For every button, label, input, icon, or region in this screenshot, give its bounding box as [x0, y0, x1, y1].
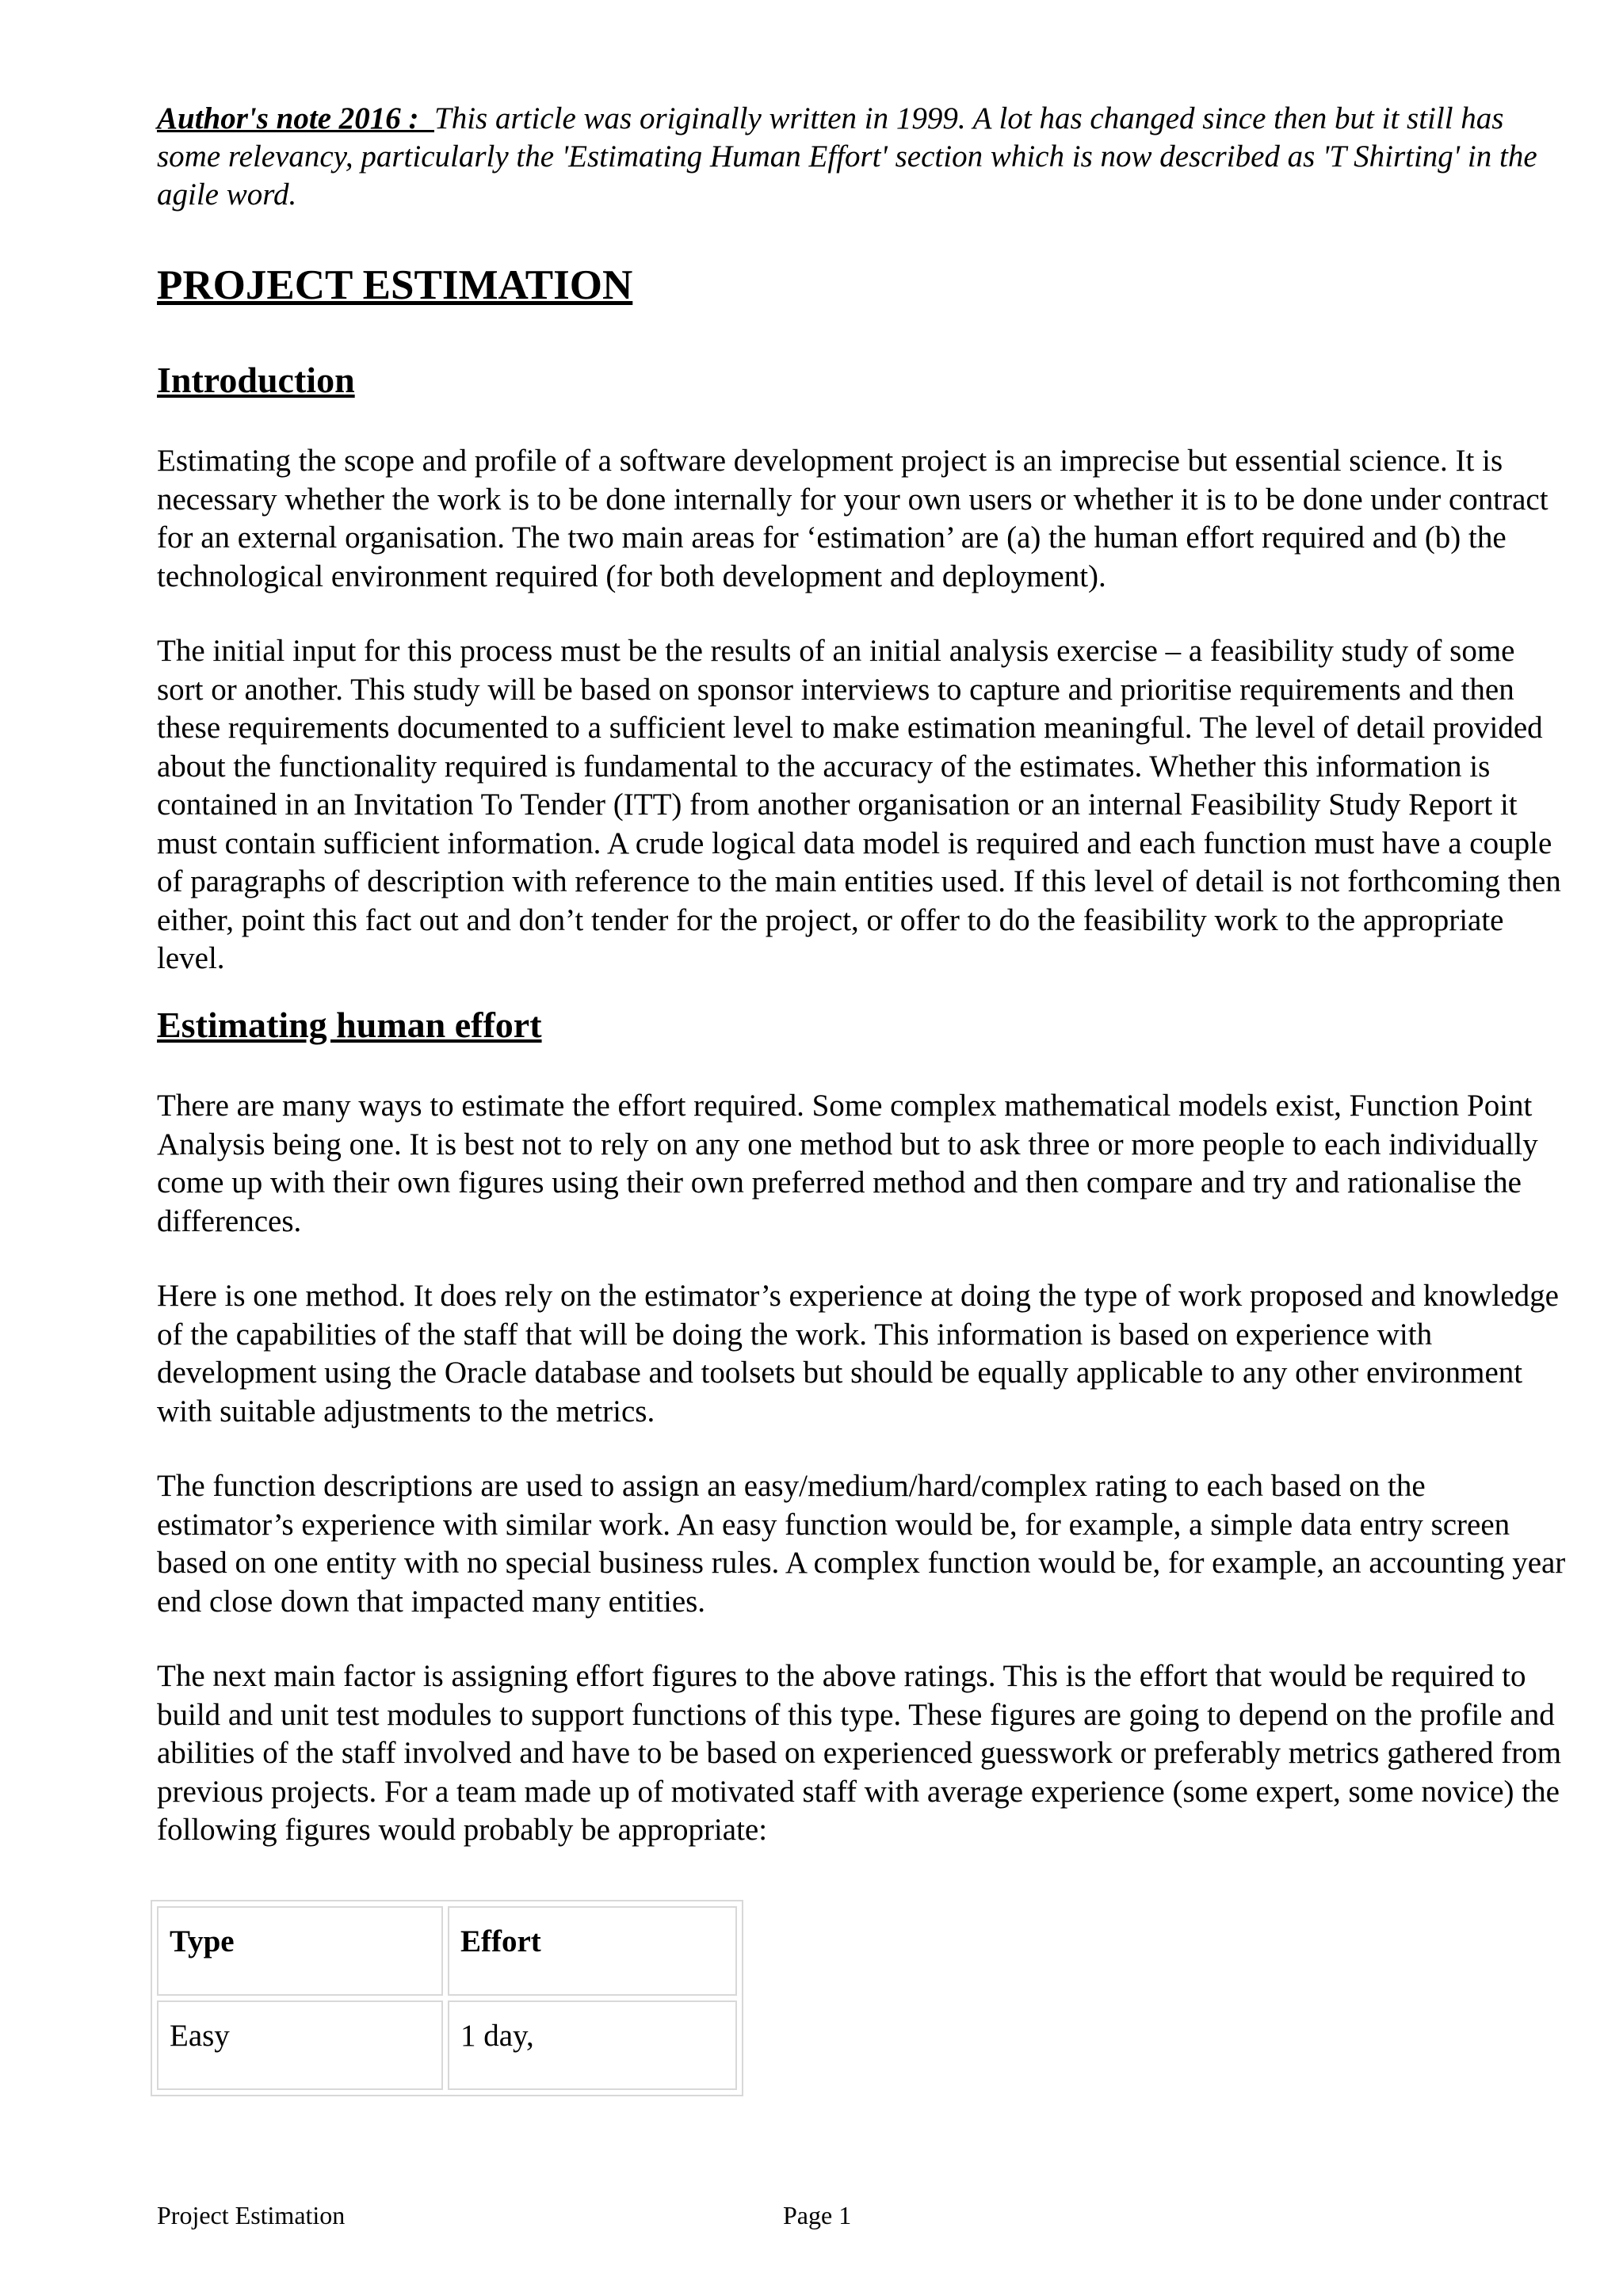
document-title: PROJECT ESTIMATION: [157, 262, 633, 308]
table-header-type: Type: [157, 1906, 443, 1996]
effort-paragraph-2: Here is one method. It does rely on the estimator’s experience at doing the type of work proposed and knowledge of the capabilities of the staff that will be doing the work. This information is based on experience with development using the Oracle database and toolsets but should be equally applicable to any other environment with suitable adjustments to the metrics.: [157, 1279, 1559, 1428]
table-row: [157, 2000, 737, 2090]
intro-paragraph-2: The initial input for this process must be the results of an initial analysis exercise – a feasibility study of some sort or another. This study will be based on sponsor interviews to capture and prioritise requirements and then these requirements documented to a sufficient level to make estimation meaningful. The level of detail provided about the functionality required is fundamental to the accuracy of the estimates. Whether this information is contained in an Invitation To Tender (ITT) from another organisation or an internal Feasibility Study Report it must contain sufficient information. A crude logical data model is required and each function must have a couple of paragraphs of description with reference to the main entities used. If this level of detail is not forthcoming then either, point this fact out and don’t tender for the project, or offer to do the feasibility work to the appropriate level.: [157, 634, 1561, 975]
table-cell-type: Easy: [157, 2000, 443, 2090]
footer-title: Project Estimation: [157, 2201, 346, 2229]
section-heading-introduction: Introduction: [157, 360, 355, 400]
section-heading-estimating-human-effort: Estimating human effort: [157, 1005, 542, 1045]
author-note: [157, 100, 1568, 214]
document-page: [157, 100, 1568, 2053]
footer-page-number: Page 1: [783, 2201, 852, 2229]
intro-paragraph-1: Estimating the scope and profile of a software development project is an imprecise but essential science. It is necessary whether the work is to be done internally for your own users or whether it is to be done under contract for an external organisation. The two main areas for ‘estimation’ are (a) the human effort required and (b) the technological environment required (for both development and deployment).: [157, 444, 1549, 593]
author-note-gap: [419, 101, 435, 135]
effort-paragraph-1: There are many ways to estimate the effort required. Some complex mathematical models exist, Function Point Analysis being one. It is best not to rely on any one method but to ask three or more people to each individually come up with their own figures using their own preferred method and then compare and try and rationalise the differences.: [157, 1089, 1538, 1238]
table-header-row: [157, 1906, 737, 1996]
table-header-effort: Effort: [448, 1906, 737, 1996]
effort-table: [151, 1900, 743, 2096]
author-note-text: This article was originally written in 1999. A lot has changed since then but it still has some relevancy, particularly the 'Estimating Human Effort' section which is now described as 'T Shirting' in the agile word.: [157, 101, 1537, 212]
effort-paragraph-4: The next main factor is assigning effort figures to the above ratings. This is the effort that would be required to build and unit test modules to support functions of this type. These figures are going to depend on the profile and abilities of the staff involved and have to be based on experienced guesswork or preferably metrics gathered from previous projects. For a team made up of motivated staff with average experience (some expert, some novice) the following figures would probably be appropriate:: [157, 1659, 1562, 1847]
author-note-label: Author's note 2016 :: [157, 101, 419, 135]
table-cell-effort: 1 day,: [448, 2000, 737, 2090]
effort-paragraph-3: The function descriptions are used to assign an easy/medium/hard/complex rating to each based on the estimator’s experience with similar work. An easy function would be, for example, a simple data entry screen based on one entity with no special business rules. A complex function would be, for example, an accounting year end close down that impacted many entities.: [157, 1469, 1566, 1619]
